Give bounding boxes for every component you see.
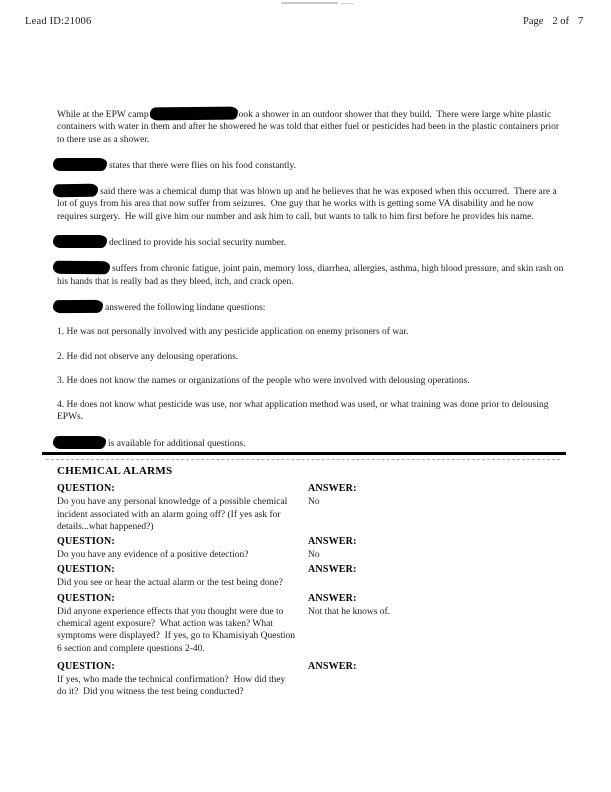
scan-dotted-line — [46, 459, 560, 460]
answer-label: ANSWER: — [308, 592, 357, 604]
question-label: QUESTION: — [57, 592, 115, 604]
redaction-block — [53, 261, 110, 274]
lead-id: Lead ID:21006 — [25, 16, 92, 27]
answer-text: No — [308, 497, 320, 508]
lindane-item: 1. He was not personally involved with any pesticide application on enemy prisoners of war. — [57, 327, 409, 338]
question-label: QUESTION: — [57, 483, 115, 495]
page-total: 7 — [578, 16, 584, 27]
question-label: QUESTION: — [57, 660, 115, 672]
paragraph-symptoms — [57, 261, 565, 288]
qa-item — [57, 592, 566, 655]
question-text: Did anyone experience effects that you thought were due to chemical agent exposure? What action was taken? What symptoms were displayed? If yes, go to Khamisiyah Question 6 section and complete questions 2-40. — [57, 606, 298, 654]
paragraph-text: ook a shower in an outdoor shower that they build. There were large white plastic containers with water in them and after he showered he was told that either fuel or pesticides had been in the plastic containers prior to there use as a shower. — [57, 110, 562, 145]
paragraph-text: is available for additional questions. — [108, 438, 246, 449]
section-title: CHEMICAL ALARMS — [57, 465, 173, 477]
scan-artifact — [341, 3, 354, 4]
question-text: Do you have any evidence of a positive detection? — [57, 550, 249, 561]
redaction-block — [53, 300, 103, 313]
answer-label: ANSWER: — [308, 660, 357, 672]
paragraph-ssn — [57, 235, 565, 249]
chemical-alarms-section — [57, 465, 566, 701]
page-of: of — [560, 16, 570, 27]
narrative-section — [57, 107, 565, 462]
paragraph-text: answered the following lindane questions: — [105, 302, 266, 313]
paragraph-text: said there was a chemical dump that was blown up and he believes that he was exposed when this occurred. There are a lot of guys from his area that now suffer from seizures. One guy that he works with is getting some VA disability and he now requires surgery. He will give him our number and ask him to call, but wants to talk to him first before he provides his name. — [57, 187, 560, 222]
question-text: Did you see or hear the actual alarm or the test being done? — [57, 578, 283, 589]
question-text: If yes, who made the technical confirmation? How did they do it? Did you witness the test being conducted? — [57, 674, 288, 698]
paragraph-lindane-intro — [57, 300, 565, 314]
page-indicator — [523, 16, 583, 27]
lindane-item: 3. He does not know the names or organizations of the people who were involved with delousing operations. — [57, 375, 470, 386]
qa-item — [57, 660, 566, 699]
question-label: QUESTION: — [57, 564, 115, 576]
page-label: Page — [523, 16, 544, 27]
page-current: 2 — [552, 16, 558, 27]
paragraph-chemical-dump — [57, 184, 565, 223]
answer-label: ANSWER: — [308, 564, 357, 576]
redaction-block — [150, 107, 238, 121]
qa-item — [57, 535, 566, 561]
redaction-block — [53, 436, 106, 449]
redaction-block — [53, 158, 107, 171]
answer-text — [308, 577, 566, 589]
scan-artifact — [281, 2, 338, 4]
paragraph-text: states that there were flies on his food constantly. — [109, 160, 296, 171]
qa-item — [57, 563, 566, 589]
paragraph-flies — [57, 158, 565, 172]
paragraph-available — [57, 436, 565, 450]
redaction-block — [53, 184, 98, 198]
paragraph-text: declined to provide his social security number. — [109, 238, 287, 249]
lindane-item: 4. He does not know what pesticide was use, nor what application method was used, or what training was done prior to delousing EPWs. — [57, 400, 551, 423]
section-divider — [42, 452, 566, 455]
question-label: QUESTION: — [57, 536, 115, 548]
redaction-block — [53, 235, 107, 248]
answer-text: Not that he knows of. — [308, 606, 391, 617]
question-text: Do you have any personal knowledge of a possible chemical incident associated with an alarm going off? (If yes ask for details...what happened?) — [57, 497, 290, 532]
paragraph-text: While at the EPW camp — [57, 110, 149, 120]
paragraph-text: suffers from chronic fatigue, joint pain, memory loss, diarrhea, allergies, asthma, high blood pressure, and skin rash on his hands that is really bad as they bleed, itch, and crack open. — [57, 264, 566, 287]
answer-text: No — [308, 550, 320, 561]
answer-text — [308, 674, 566, 699]
paragraph-shower — [57, 107, 565, 146]
answer-label: ANSWER: — [308, 536, 357, 548]
answer-label: ANSWER: — [308, 483, 357, 495]
lindane-list — [57, 326, 565, 423]
qa-item — [57, 482, 566, 533]
lindane-item: 2. He did not observe any delousing operations. — [57, 351, 239, 362]
